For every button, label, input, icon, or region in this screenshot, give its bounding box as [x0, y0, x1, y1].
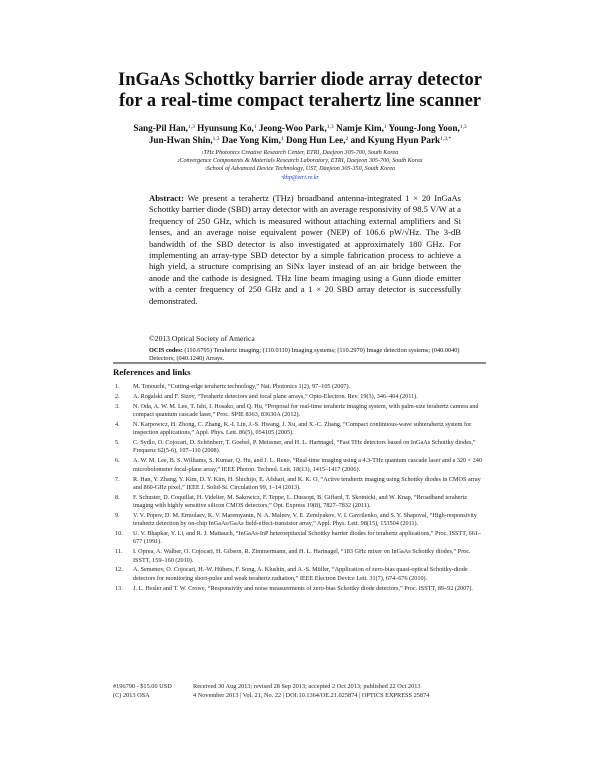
reference-item: 4. N. Karpowicz, H. Zhong, C. Zhang, K.-I. Lin, J.-S. Hwang, J. Xu, and X.-C. Zhang, “Compact continuous-wave subterahertz system for inspection applications,” Appl. Phys. Lett. 86(5), 054105 (2005). [115, 420, 472, 437]
ocis-label: OCIS codes: [149, 347, 183, 354]
title-line-2: for a real-time compact terahertz line scanner [119, 91, 481, 111]
affiliation: $^3$School of Advanced Device Technology, UST, Daejeon 305-350, South Korea [204, 166, 396, 173]
author: Dae Yong Kim,$^1$ [221, 134, 284, 145]
reference-item: 9. V. V. Popov, D. M. Ermolaev, K. V. Maremyanin, N. A. Maleev, V. E. Zemlyakov, V. I. Gavrilenko, and S. Y. Shapoval, “High-responsivity terahertz detection by on-chip InGaAs/GaAs field-effect-transistor array,” Appl. Phys. Lett. 98(15), 153504 (2011). [115, 511, 477, 528]
affiliation: $^1$THz Photonics Creative Research Center, ETRI, Daejeon 305-700, South Korea [201, 150, 399, 156]
reference-list [113, 383, 483, 595]
abstract-label: Abstract: [149, 193, 184, 203]
author: Sang-Pil Han,$^{1,3}$ [133, 123, 195, 133]
section-divider [113, 362, 486, 364]
reference-item: 10. U. V. Bhapkar, Y. Li, and R. J. Mattauch, “InGaAs-InP heteroepitaxial Schottky barrier diodes for terahertz applications,” Proc. ISSTT, 661–677 (1991). [115, 530, 481, 546]
abstract [149, 193, 461, 307]
article-id-price: #196790 - $15.00 USD [113, 683, 172, 690]
ocis-text: (110.6795) Terahertz imaging; (110.0110) Imaging systems; (110.2970) Image detection systems; (040.0040) Detectors; (040.1240) Arrays. [149, 347, 460, 363]
page-footer [113, 683, 491, 700]
affiliations [110, 149, 490, 182]
reference-item: 6. A. W. M. Lee, B. S. Williams, S. Kumar, Q. Hu, and J. L. Reno, “Real-time imaging using a 4.3-THz quantum cascade laser and a 320 × 240 microbolometer focal-plane array,” IEEE Photon. Technol. Lett. 18(13), 1415–1417 (2006). [115, 457, 482, 473]
author: Namje Kim,$^1$ [335, 123, 387, 133]
affiliation: $^2$Convergence Components & Materials Research Laboratory, ETRI, Daejeon 305-700, South Korea [177, 158, 423, 165]
author: Jun-Hwan Shin,$^{1,3}$ [148, 134, 220, 145]
abstract-text: We present a terahertz (THz) broadband antenna-integrated 1 × 20 InGaAs Schottky barrier diode (SBD) array detector with an average responsivity of 98.5 V/W at a frequency of 250 GHz, which is measured without attaching external amplifiers and Si lenses, and an average noise equivalent power (NEP) of 106.6 pW/√Hz. The 3-dB bandwidth of the SBD detector is also investigated at approximately 180 GHz. For implementing an array-type SBD detector by a simple fabrication process to achieve a high yield, a structure comprising an SiNx layer instead of an air bridge between the anode and the cathode is designed. THz line beam imaging using a Gunn diode emitter with a center frequency of 250 GHz and a 1 × 20 SBD array detector is successfully demonstrated. [149, 193, 461, 306]
author-list [90, 123, 510, 146]
references-heading: References and links [113, 367, 191, 377]
author-line-1 [90, 123, 510, 135]
paper-title [60, 70, 540, 112]
author: and Kyung Hyun Park$^{1,3,*}$ [350, 134, 452, 145]
contact-email[interactable]: *khp@etri.re.kr [281, 174, 319, 181]
reference-item: 5. C. Sydlo, O. Cojocari, D. Schönherr, T. Goebel, P. Meissner, and H. L. Hartnagel, “Fast THz detectors based on InGaAs Schottky diodes,” Frequenz 62(5-6), 107–110 (2008). [115, 439, 476, 455]
reference-item: 11. I. Oprea, A. Walber, O. Cojocari, H. Gibson, R. Zimmermann, and H. L. Hartnagel, “183 GHz mixer on InGaAs Schottky diodes,” Proc. ISSTT, 159–160 (2010). [115, 548, 471, 564]
footer-copyright: (C) 2013 OSA [113, 691, 150, 699]
publication-history: Received 30 Aug 2013; revised 28 Sep 2013; accepted 2 Oct 2013; published 22 Oct 2013 [193, 683, 421, 690]
reference-item: 2. A. Rogalski and F. Sizov, “Terahertz detectors and focal plane arrays,” Opto-Electron. Rev. 19(3), 346–404 (2011). [115, 392, 418, 400]
reference-item: 3. N. Oda, A. W. M. Lee, T. Ishi, I. Hosako, and Q. Hu, “Proposal for real-time terahertz imaging system, with palm-size terahertz camera and compact quantum cascade laser,” Proc. SPIE 8363, 83630A (2012). [115, 402, 479, 419]
footer-row-1 [113, 683, 491, 692]
title-line-1: InGaAs Schottky barrier diode array detector [118, 70, 482, 90]
reference-item: 1. M. Tonouchi, “Cutting-edge terahertz technology,” Nat. Photonics 1(2), 97–105 (2007). [115, 383, 351, 390]
reference-item: 7. R. Han, Y. Zhang, Y. Kim, D. Y. Kim, H. Shichijo, E. Afshari, and K. K. O, “Active terahertz imaging using Schottky diodes in CMOS array and 860-GHz pixel,” IEEE J. Solid-St. Circulation 99, 1–14 (2013). [115, 475, 481, 491]
author: Hyunsung Ko,$^1$ [197, 123, 257, 133]
footer-row-2 [113, 692, 491, 701]
email-link[interactable]: khp@etri.re.kr [283, 174, 319, 181]
author: Dong Hun Lee,$^2$ [286, 134, 349, 145]
journal-citation: 4 November 2013 | Vol. 21, No. 22 | DOI:10.1364/OE.21.025874 | OPTICS EXPRESS 25874 [193, 691, 430, 699]
author: Young-Jong Yoon,$^{1,3}$ [388, 123, 467, 133]
copyright: ©2013 Optical Society of America [149, 334, 255, 343]
reference-item: 8. F. Schuster, D. Coquillat, H. Videlier, M. Sakowicz, F. Teppe, L. Dussopt, B. Giffard, T. Skotnicki, and W. Knap, “Broadband terahertz imaging with highly sensitive silicon CMOS detectors,” Opt. Express 19(8), 7827–7832 (2011). [115, 493, 467, 510]
reference-item: 13. J. L. Hesler and T. W. Crowe, “Responsivity and noise measurements of zero-bias Schottky diode detectors,” Proc. ISSTT, 89–92 (2007). [115, 584, 473, 592]
author-line-2 [90, 135, 510, 147]
author: Jeong-Woo Park,$^{1,3}$ [258, 123, 334, 133]
reference-item: 12. A. Semenov, O. Cojocari, H.-W. Hübers, F. Song, A. Klushin, and A.-S. Müller, “Application of zero-bias quasi-optical Schottky-diode detectors for monitoring short-pulse and weak terahertz radiation,” IEEE Electron Device Lett. 31(7), 674–676 (2010). [115, 566, 468, 582]
